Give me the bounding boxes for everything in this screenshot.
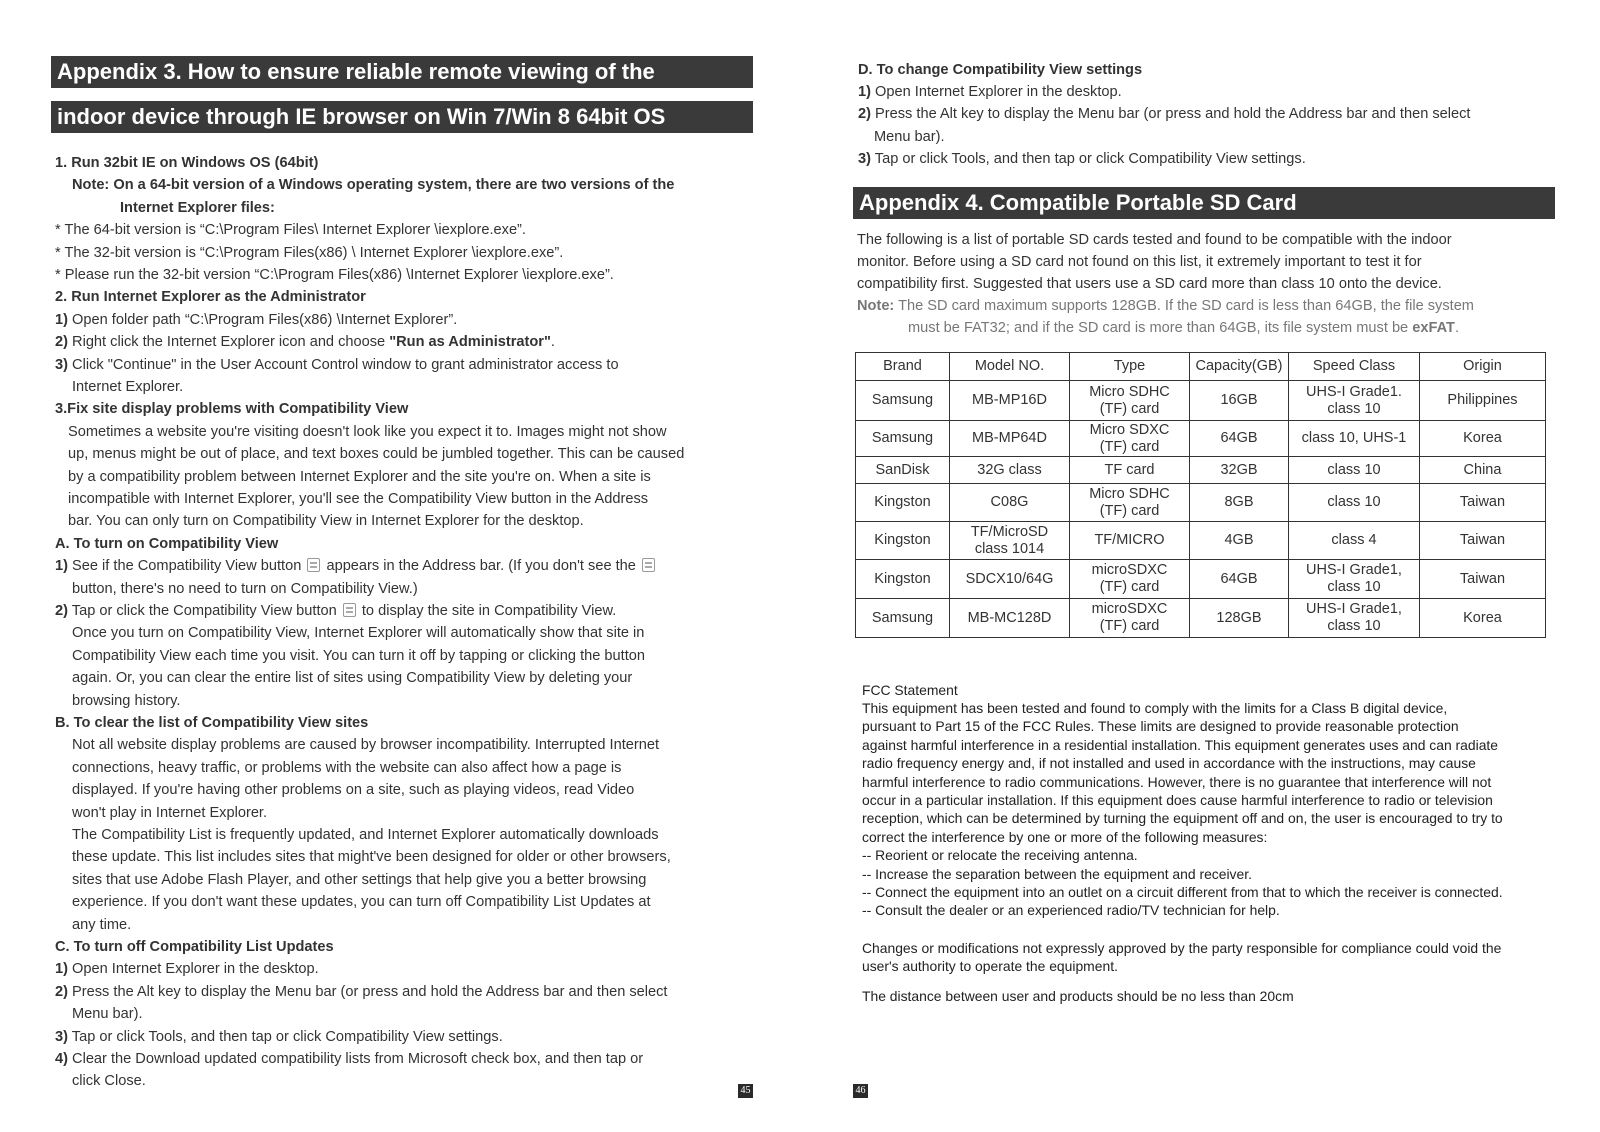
fcc-distance: The distance between user and products should be no less than 20cm [862, 988, 1294, 1004]
body-line [55, 398, 408, 420]
item-text: See if the Compatibility View button [67, 558, 306, 575]
fcc-changes-line1: Changes or modifications not expressly approved by the party responsible for compliance could void the [862, 940, 1502, 956]
body-line [55, 936, 334, 958]
body-line [72, 734, 659, 756]
line-text: bar. You can only turn on Compatibility View in Internet Explorer for the desktop. [68, 513, 584, 530]
compatibility-view-icon [343, 603, 356, 617]
item-text: Click "Continue" in the User Account Control window to grant administrator access to [67, 356, 619, 373]
table-cell: SanDisk [856, 457, 950, 484]
body-line [55, 600, 616, 622]
table-cell: Micro SDHC (TF) card [1070, 381, 1190, 421]
table-header-cell: Type [1070, 353, 1190, 381]
table-cell: class 4 [1289, 522, 1420, 560]
fcc-line: radio frequency energy and, if not installed and used in accordance with the instructions, may cause [862, 755, 1476, 772]
body-line [72, 757, 621, 779]
fcc-line: -- Reorient or relocate the receiving antenna. [862, 847, 1138, 864]
item-number: 3) [55, 1028, 68, 1045]
table-header-row [856, 353, 1546, 381]
table-row [856, 421, 1546, 457]
table-cell: Micro SDHC (TF) card [1070, 484, 1190, 522]
table-cell: TF/MICRO [1070, 522, 1190, 560]
table-cell: Taiwan [1420, 560, 1546, 599]
body-line [68, 421, 667, 443]
table-cell: Taiwan [1420, 522, 1546, 560]
table-header-cell: Speed Class [1289, 353, 1420, 381]
body-line [72, 824, 659, 846]
table-cell: Kingston [856, 484, 950, 522]
line-text: these update. This list includes sites that might've been designed for older or other browsers, [72, 849, 671, 866]
table-cell: TF card [1070, 457, 1190, 484]
body-line [72, 690, 180, 712]
item-text-end: . [550, 334, 555, 351]
body-line [72, 1070, 146, 1092]
table-cell: 32GB [1190, 457, 1289, 484]
item-number: 2) [55, 603, 68, 619]
body-line [55, 1048, 643, 1070]
line-text: sites that use Adobe Flash Player, and other settings that help give you a better browsing [72, 871, 647, 888]
line-text: experience. If you don't want these updates, you can turn off Compatibility List Updates at [72, 894, 651, 911]
table-cell: class 10 [1289, 484, 1420, 522]
section-d-line [858, 148, 1306, 170]
body-line [55, 958, 319, 980]
line-text: up, menus might be out of place, and text boxes could be jumbled together. This can be caused [68, 446, 685, 463]
table-cell: class 10 [1289, 457, 1420, 484]
line-text: won't play in Internet Explorer. [72, 804, 268, 821]
item-number: 2) [55, 983, 68, 1000]
body-line [72, 645, 645, 667]
table-cell: MB-MC128D [950, 599, 1070, 638]
note-text: The SD card maximum supports 128GB. If the SD card is less than 64GB, the file system [894, 298, 1474, 314]
table-row [856, 560, 1546, 599]
item-text: Tap or click Tools, and then tap or click Compatibility View settings. [67, 1028, 503, 1045]
fcc-line: -- Consult the dealer or an experienced radio/TV technician for help. [862, 902, 1280, 919]
line-text: * The 32-bit version is “C:\Program Files(x86) \ Internet Explorer \iexplore.exe”. [55, 244, 564, 261]
fcc-line: harmful interference to radio communications. However, there is no guarantee that interference will not [862, 773, 1492, 790]
table-cell: class 10, UHS-1 [1289, 421, 1420, 457]
item-number: 3) [55, 356, 68, 373]
table-cell: 128GB [1190, 599, 1289, 638]
fcc-line: occur in a particular installation. If this equipment does cause harmful interference to radio or television [862, 792, 1493, 808]
line-text: incompatible with Internet Explorer, you'll see the Compatibility View button in the Address [68, 491, 649, 507]
sd-note-line2 [908, 317, 1459, 339]
body-line [68, 466, 651, 488]
table-cell: Samsung [856, 599, 950, 638]
fcc-line: reception, which can be determined by turning the equipment off and on, the user is encouraged to try to [862, 810, 1503, 827]
fcc-changes-line2: user's authority to operate the equipment. [862, 958, 1118, 974]
table-cell: Samsung [856, 381, 950, 421]
body-line [55, 555, 657, 577]
line-text: 3.Fix site display problems with Compatibility View [55, 401, 409, 418]
table-cell: 4GB [1190, 522, 1289, 560]
item-text: Press the Alt key to display the Menu bar (or press and hold the Address bar and then select [67, 983, 668, 1000]
fcc-line: against harmful interference in a residential installation. This equipment generates uses and can radiate [862, 736, 1499, 753]
line-text: any time. [72, 916, 132, 933]
line-text: Sometimes a website you're visiting doesn't look like you expect it to. Images might not show [68, 423, 667, 440]
body-line [72, 622, 644, 644]
fcc-line: correct the interference by one or more of the following measures: [862, 828, 1268, 845]
table-cell: Kingston [856, 522, 950, 560]
table-cell: 32G class [950, 457, 1070, 484]
line-text: Once you turn on Compatibility View, Internet Explorer will automatically show that site in [72, 625, 645, 642]
body-line [68, 443, 684, 465]
item-text: Open folder path “C:\Program Files(x86) \Internet Explorer”. [67, 311, 458, 328]
line-text: connections, heavy traffic, or problems with the website can also affect how a page is [72, 759, 622, 776]
line-text: * Please run the 32-bit version “C:\Program Files(x86) \Internet Explorer \iexplore.exe”. [55, 267, 614, 283]
table-cell: 64GB [1190, 421, 1289, 457]
line-text: click Close. [72, 1073, 146, 1090]
section-d-line [858, 59, 1142, 81]
body-line [55, 354, 619, 376]
item-text: Clear the Download updated compatibility lists from Microsoft check box, and then tap or [67, 1051, 644, 1067]
table-row [856, 522, 1546, 560]
line-text: button, there's no need to turn on Compatibility View.) [72, 580, 418, 597]
line-text: Compatibility View each time you visit. You can turn it off by tapping or clicking the button [72, 647, 645, 664]
body-line [72, 914, 131, 936]
intro-line: monitor. Before using a SD card not found on this list, it extremely important to test it for [857, 254, 1422, 270]
item-number: 1) [858, 84, 871, 101]
page-number: 45 [738, 1084, 753, 1098]
table-row [856, 599, 1546, 638]
table-cell: TF/MicroSD class 1014 [950, 522, 1070, 560]
body-line [72, 869, 646, 891]
table-cell: Philippines [1420, 381, 1546, 421]
body-line [72, 174, 674, 196]
table-cell: MB-MP64D [950, 421, 1070, 457]
body-line [55, 1026, 503, 1048]
table-cell: UHS-I Grade1. class 10 [1289, 381, 1420, 421]
item-text-2: appears in the Address bar. (If you don't see the [322, 558, 640, 575]
sd-card-table [855, 352, 1546, 638]
table-cell: 16GB [1190, 381, 1289, 421]
fcc-line: pursuant to Part 15 of the FCC Rules. These limits are designed to provide reasonable protection [862, 718, 1459, 735]
run-as-admin-label: "Run as Administrator" [389, 334, 551, 351]
table-cell: Samsung [856, 421, 950, 457]
table-cell: 8GB [1190, 484, 1289, 522]
line-text: A. To turn on Compatibility View [55, 535, 279, 552]
section-d-line [874, 126, 945, 148]
body-line [72, 667, 632, 689]
body-line [55, 309, 457, 331]
item-number: 2) [858, 106, 871, 123]
item-text: Press the Alt key to display the Menu bar (or press and hold the Address bar and then select [870, 106, 1471, 123]
body-line [72, 1003, 143, 1025]
line-text: 1. Run 32bit IE on Windows OS (64bit) [55, 155, 319, 171]
item-number: 2) [55, 334, 68, 351]
table-header-cell: Origin [1420, 353, 1546, 381]
body-line [55, 219, 526, 241]
table-cell: SDCX10/64G [950, 560, 1070, 599]
table-cell: UHS-I Grade1, class 10 [1289, 560, 1420, 599]
intro-line: compatibility first. Suggested that users use a SD card more than class 10 onto the device. [857, 276, 1442, 292]
page-number: 46 [853, 1084, 868, 1098]
note-exfat: exFAT [1412, 320, 1455, 336]
item-text: Right click the Internet Explorer icon and choose [67, 334, 390, 351]
line-text: The Compatibility List is frequently updated, and Internet Explorer automatically downloads [72, 827, 659, 843]
table-cell: Taiwan [1420, 484, 1546, 522]
compatibility-view-icon [642, 558, 655, 572]
line-text: Internet Explorer. [72, 379, 184, 395]
item-number: 4) [55, 1051, 68, 1067]
item-text: Open Internet Explorer in the desktop. [870, 84, 1122, 101]
table-row [856, 457, 1546, 484]
line-text: Menu bar). [874, 128, 945, 145]
body-line [72, 846, 671, 868]
body-line [72, 578, 418, 600]
body-line [72, 376, 183, 398]
note-text-2: must be FAT32; and if the SD card is more than 64GB, its file system must be [908, 320, 1413, 336]
table-cell: C08G [950, 484, 1070, 522]
body-line [72, 802, 267, 824]
table-cell: MB-MP16D [950, 381, 1070, 421]
table-row [856, 381, 1546, 421]
item-number: 1) [55, 311, 68, 328]
body-line [55, 286, 366, 308]
item-text-2: to display the site in Compatibility View. [357, 603, 617, 619]
body-line [55, 712, 368, 734]
table-cell: 64GB [1190, 560, 1289, 599]
table-header-cell: Brand [856, 353, 950, 381]
section-d-line [858, 81, 1122, 103]
table-header-cell: Capacity(GB) [1190, 353, 1289, 381]
compatibility-view-icon [307, 558, 320, 572]
table-cell: China [1420, 457, 1546, 484]
body-line [55, 242, 563, 264]
line-text: by a compatibility problem between Internet Explorer and the site you're on. When a site is [68, 468, 651, 485]
table-cell: Kingston [856, 560, 950, 599]
line-text: again. Or, you can clear the entire list of sites using Compatibility View by deleting your [72, 670, 633, 687]
line-text: 2. Run Internet Explorer as the Administrator [55, 289, 366, 306]
appendix-3-banner-line2: indoor device through IE browser on Win 7/Win 8 64bit OS [51, 101, 753, 133]
body-line [120, 197, 275, 219]
body-line [68, 510, 584, 532]
table-cell: Micro SDXC (TF) card [1070, 421, 1190, 457]
line-text: C. To turn off Compatibility List Updates [55, 939, 334, 955]
line-text: Internet Explorer files: [120, 199, 275, 216]
line-text: D. To change Compatibility View settings [858, 62, 1143, 78]
item-number: 1) [55, 961, 68, 978]
body-line [72, 891, 651, 913]
line-text: B. To clear the list of Compatibility View sites [55, 715, 369, 731]
item-text: Open Internet Explorer in the desktop. [67, 961, 319, 978]
body-line [55, 331, 555, 353]
line-text: Menu bar). [72, 1006, 143, 1023]
fcc-line: -- Connect the equipment into an outlet on a circuit different from that to which the receiver is connected. [862, 884, 1503, 900]
line-text: * The 64-bit version is “C:\Program Files\ Internet Explorer \iexplore.exe”. [55, 222, 526, 239]
body-line [55, 264, 614, 286]
table-cell: microSDXC (TF) card [1070, 560, 1190, 599]
appendix-4-banner: Appendix 4. Compatible Portable SD Card [853, 187, 1555, 219]
body-line [55, 152, 318, 174]
table-header-cell: Model NO. [950, 353, 1070, 381]
intro-line: The following is a list of portable SD cards tested and found to be compatible with the indoor [857, 232, 1452, 248]
table-cell: Korea [1420, 599, 1546, 638]
note-end: . [1454, 320, 1460, 336]
note-label: Note: [857, 298, 895, 314]
table-cell: UHS-I Grade1, class 10 [1289, 599, 1420, 638]
fcc-title: FCC Statement [862, 682, 958, 698]
line-text: browsing history. [72, 692, 181, 709]
table-cell: microSDXC (TF) card [1070, 599, 1190, 638]
line-text: displayed. If you're having other problems on a site, such as playing videos, read Video [72, 782, 635, 799]
fcc-line: -- Increase the separation between the equipment and receiver. [862, 865, 1252, 882]
body-line [72, 779, 634, 801]
sd-note-line1 [857, 295, 1474, 317]
item-text: Tap or click the Compatibility View button [67, 603, 341, 619]
table-row [856, 484, 1546, 522]
body-line [68, 488, 648, 510]
fcc-line: This equipment has been tested and found to comply with the limits for a Class B digital device, [862, 700, 1448, 716]
line-text: Note: On a 64-bit version of a Windows operating system, there are two versions of the [72, 177, 675, 194]
line-text: Not all website display problems are caused by browser incompatibility. Interrupted Internet [72, 737, 660, 754]
table-cell: Korea [1420, 421, 1546, 457]
appendix-3-banner-line1: Appendix 3. How to ensure reliable remote viewing of the [51, 56, 753, 88]
body-line [55, 533, 278, 555]
body-line [55, 981, 667, 1003]
item-number: 3) [858, 150, 871, 167]
item-text: Tap or click Tools, and then tap or click Compatibility View settings. [870, 150, 1306, 167]
item-number: 1) [55, 558, 68, 575]
section-d-line [858, 103, 1470, 125]
